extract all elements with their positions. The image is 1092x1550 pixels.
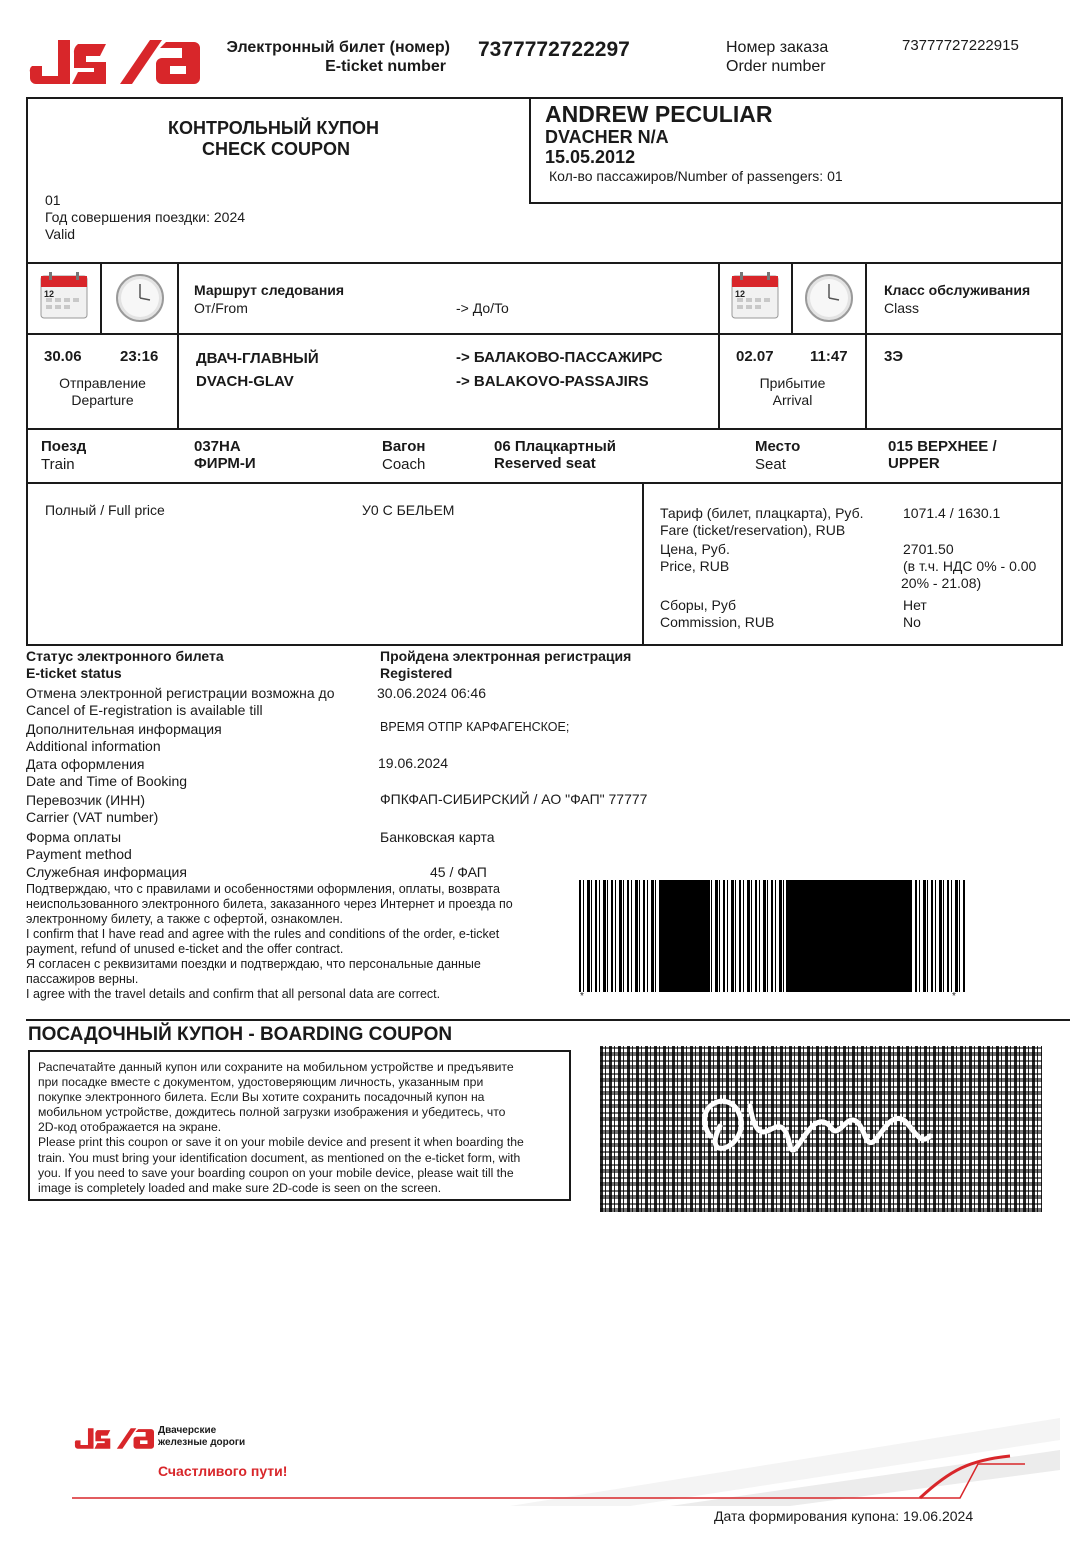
route-label: Маршрут следования xyxy=(194,282,345,298)
carrier-value: ФПКФАП-СИБИРСКИЙ / АО "ФАП" 77777 xyxy=(380,791,648,807)
passenger-name: ANDREW PECULIAR xyxy=(545,101,773,127)
payment-label-en: Payment method xyxy=(26,846,132,862)
arrival-date: 02.07 xyxy=(736,348,774,365)
coupon-year: Год совершения поездки: 2024 xyxy=(45,209,246,225)
additional-value: ВРЕМЯ ОТПР КАРФАГЕНСКОЕ; xyxy=(380,720,570,734)
rzd-logo-icon xyxy=(28,36,200,86)
booking-label-ru: Дата оформления xyxy=(26,756,145,772)
boarding-text-line: train. You must bring your identification document, as mentioned on the e-ticket form, with xyxy=(38,1150,521,1165)
boarding-instructions xyxy=(38,1060,561,1196)
coach-type: Reserved seat xyxy=(494,455,596,472)
booking-label-en: Date and Time of Booking xyxy=(26,773,188,789)
boarding-title: ПОСАДОЧНЫЙ КУПОН - BOARDING COUPON xyxy=(28,1024,453,1045)
to-station-ru: -> БАЛАКОВО-ПАССАЖИРС xyxy=(456,349,663,366)
barcode-redaction xyxy=(660,880,710,992)
arrival-time: 11:47 xyxy=(810,348,848,365)
boarding-text-line: покупке электронного билета. Если Вы хотите сохранить посадочный купон на xyxy=(38,1090,485,1105)
passenger-birth-date: 15.05.2012 xyxy=(545,147,636,167)
commission-value-ru: Нет xyxy=(903,597,927,613)
boarding-text-line: you. If you need to save your boarding coupon on your mobile device, please wait till the xyxy=(38,1165,514,1180)
footer-generated-date: Дата формирования купона: 19.06.2024 xyxy=(714,1508,974,1524)
tariff-label-ru: Тариф (билет, плацкарта), Руб. xyxy=(660,505,864,521)
status-label-en: E-ticket status xyxy=(26,665,122,681)
coupon-valid: Valid xyxy=(45,226,76,242)
cancel-value: 30.06.2024 06:46 xyxy=(377,685,486,701)
coach-label-en: Coach xyxy=(382,456,426,473)
boarding-text-line: 2D-код отображается на экране. xyxy=(38,1120,222,1135)
price-vat-1: (в т.ч. НДС 0% - 0.00 xyxy=(903,558,1037,574)
barcode-redaction xyxy=(786,880,912,992)
footer-company-2: железные дороги xyxy=(158,1437,246,1448)
departure-label-en: Departure xyxy=(71,392,134,408)
boarding-text-line: мобильном устройстве, дождитесь полной загрузки изображения и убедитесь, что xyxy=(38,1105,506,1120)
status-value-en: Registered xyxy=(380,665,453,681)
boarding-instructions-box xyxy=(28,1050,571,1201)
signature-icon xyxy=(680,1066,940,1186)
eticket-number: 7377772722297 xyxy=(478,38,630,61)
train-type: ФИРМ-И xyxy=(194,455,256,472)
coach-label-ru: Вагон xyxy=(382,438,426,455)
calendar-icon xyxy=(729,270,781,322)
status-label-ru: Статус электронного билета xyxy=(26,648,224,664)
additional-label-ru: Дополнительная информация xyxy=(26,721,222,737)
boarding-text-line: Распечатайте данный купон или сохраните на мобильном устройстве и предъявите xyxy=(38,1060,514,1074)
clock-icon xyxy=(803,272,855,324)
coupon-code: 01 xyxy=(45,192,61,208)
agreement-line: электронному билету, а также с офертой, ознакомлен. xyxy=(26,912,344,926)
departure-time: 23:16 xyxy=(120,348,159,365)
service-info-value: 45 / ФАП xyxy=(430,864,487,880)
seat-label-en: Seat xyxy=(755,456,786,473)
price-label-ru: Цена, Руб. xyxy=(660,541,730,557)
tariff-value: 1071.4 / 1630.1 xyxy=(903,505,1001,521)
svg-text:12: 12 xyxy=(735,289,746,299)
class-label-ru: Класс обслуживания xyxy=(884,282,1031,298)
arrival-label-ru: Прибытие xyxy=(759,375,826,391)
departure-date: 30.06 xyxy=(44,348,82,365)
agreement-line: пассажиров верны. xyxy=(26,972,139,986)
train-number: 037НА xyxy=(194,438,241,455)
departure-label-ru: Отправление xyxy=(59,375,146,391)
order-number: 73777727222915 xyxy=(902,37,1019,54)
agreement-line: неиспользованного электронного билета, заказанного через Интернет и проезда по xyxy=(26,897,513,911)
seat-position: UPPER xyxy=(888,455,940,472)
cancel-label-ru: Отмена электронной регистрации возможна до xyxy=(26,685,335,701)
price-label-en: Price, RUB xyxy=(660,558,730,574)
brand-logo xyxy=(28,36,200,86)
agreement-line: payment, refund of unused e-ticket and the offer contract. xyxy=(26,942,344,956)
payment-value: Банковская карта xyxy=(380,829,495,845)
train-label-ru: Поезд xyxy=(41,438,87,455)
boarding-divider xyxy=(26,1019,1070,1021)
coupon-title-ru: КОНТРОЛЬНЫЙ КУПОН xyxy=(168,118,379,138)
commission-value-en: No xyxy=(903,614,921,630)
boarding-text-line: при посадке вместе с документом, удостоверяющим личность, указанным при xyxy=(38,1075,484,1090)
additional-label-en: Additional information xyxy=(26,738,161,754)
footer-company-1: Двачерские xyxy=(158,1425,217,1436)
to-station-en: -> BALAKOVO-PASSAJIRS xyxy=(456,373,649,390)
commission-label-ru: Сборы, Руб xyxy=(660,597,737,613)
commission-label-en: Commission, RUB xyxy=(660,614,775,630)
footer-slogan: Счастливого пути! xyxy=(158,1463,288,1479)
clock-icon xyxy=(114,272,166,324)
passenger-document: DVACHER N/A xyxy=(545,127,669,147)
order-label-en: Order number xyxy=(726,58,826,75)
price-value: 2701.50 xyxy=(903,541,954,557)
eticket-label-en: E-ticket number xyxy=(325,58,446,75)
status-value-ru: Пройдена электронная регистрация xyxy=(380,648,632,664)
agreement-line: Я согласен с реквизитами поездки и подтверждаю, что персональные данные xyxy=(26,957,481,971)
arrival-label-en: Arrival xyxy=(772,392,813,408)
tariff-label-en: Fare (ticket/reservation), RUB xyxy=(660,522,846,538)
boarding-text-line: image is completely loaded and make sure 2D-code is seen on the screen. xyxy=(38,1180,442,1195)
agreement-line: I confirm that I have read and agree with the rules and conditions of the order, e-ticket xyxy=(26,927,500,941)
passenger-count: Кол-во пассажиров/Number of passengers: 01 xyxy=(549,168,843,184)
seat-label-ru: Место xyxy=(755,438,801,455)
route-to-label: -> До/To xyxy=(456,300,509,316)
svg-text:12: 12 xyxy=(44,289,55,299)
calendar-icon xyxy=(38,270,90,322)
booking-value: 19.06.2024 xyxy=(378,755,449,771)
class-label-en: Class xyxy=(884,300,920,316)
fare-type: Полный / Full price xyxy=(45,502,165,518)
from-station-ru: ДВАЧ-ГЛАВНЫЙ xyxy=(196,350,319,367)
train-label-en: Train xyxy=(41,456,75,473)
coupon-title-en: CHECK COUPON xyxy=(202,139,351,159)
barcode-star-icon: * xyxy=(952,991,956,1002)
price-vat-2: 20% - 21.08) xyxy=(901,575,982,591)
route-from-label: От/From xyxy=(194,300,248,316)
barcode-star-icon: * xyxy=(580,991,584,1002)
service-info-label: Служебная информация xyxy=(26,864,187,880)
agreement-line: I agree with the travel details and confirm that all personal data are correct. xyxy=(26,987,441,1001)
agreement-text xyxy=(26,882,586,1002)
eticket-label-ru: Электронный билет (номер) xyxy=(226,39,450,56)
carrier-label-en: Carrier (VAT number) xyxy=(26,809,159,825)
fare-service: У0 С БЕЛЬЕМ xyxy=(362,502,455,518)
carrier-label-ru: Перевозчик (ИНН) xyxy=(26,792,146,808)
seat-value: 015 ВЕРХНЕЕ / xyxy=(888,438,997,455)
from-station-en: DVACH-GLAV xyxy=(196,373,294,390)
class-value: 3Э xyxy=(884,348,904,365)
footer-swoosh xyxy=(70,1410,1060,1506)
cancel-label-en: Cancel of E-registration is available till xyxy=(26,702,263,718)
order-label-ru: Номер заказа xyxy=(726,39,829,56)
agreement-line: Подтверждаю, что с правилами и особенностями оформления, оплаты, возврата xyxy=(26,882,500,896)
boarding-text-line: Please print this coupon or save it on your mobile device and present it when boarding the xyxy=(38,1135,524,1150)
coach-value: 06 Плацкартный xyxy=(494,438,616,455)
payment-label-ru: Форма оплаты xyxy=(26,829,122,845)
